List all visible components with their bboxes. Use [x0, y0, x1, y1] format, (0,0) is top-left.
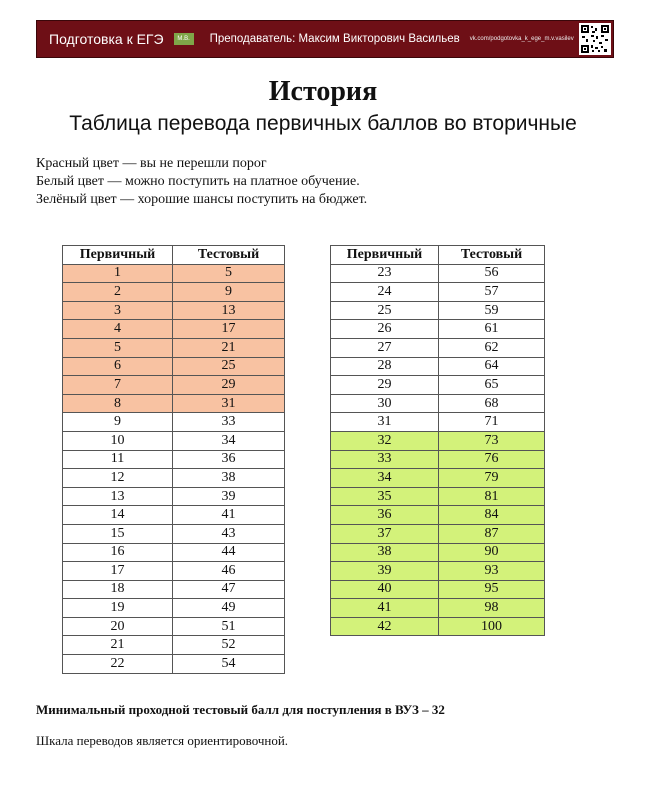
- header-primary: Первичный: [63, 246, 173, 265]
- table-row: [63, 543, 285, 562]
- header-banner: [36, 20, 614, 58]
- table-row: [331, 599, 545, 618]
- table-row: [331, 487, 545, 506]
- test-score-cell: 95: [439, 580, 545, 599]
- table-row: [63, 413, 285, 432]
- test-score-cell: 61: [439, 320, 545, 339]
- test-score-cell: 93: [439, 562, 545, 581]
- primary-score-cell: 21: [63, 636, 173, 655]
- table-row: [63, 599, 285, 618]
- primary-score-cell: 40: [331, 580, 439, 599]
- primary-score-cell: 17: [63, 562, 173, 581]
- test-score-cell: 46: [173, 562, 285, 581]
- legend-green: Зелёный цвет — хорошие шансы поступить на бюджет.: [36, 192, 368, 207]
- table-left-body: [63, 264, 285, 673]
- header-primary: Первичный: [331, 246, 439, 265]
- test-score-cell: 56: [439, 264, 545, 283]
- test-score-cell: 21: [173, 338, 285, 357]
- color-legend: [36, 155, 367, 209]
- table-right-body: [331, 264, 545, 636]
- primary-score-cell: 11: [63, 450, 173, 469]
- test-score-cell: 38: [173, 469, 285, 488]
- test-score-cell: 43: [173, 524, 285, 543]
- test-score-cell: 64: [439, 357, 545, 376]
- test-score-cell: 68: [439, 394, 545, 413]
- primary-score-cell: 31: [331, 413, 439, 432]
- table-row: [63, 655, 285, 674]
- table-row: [331, 617, 545, 636]
- table-row: [63, 487, 285, 506]
- test-score-cell: 29: [173, 376, 285, 395]
- table-row: [63, 301, 285, 320]
- primary-score-cell: 19: [63, 599, 173, 618]
- legend-white: Белый цвет — можно поступить на платное обучение.: [36, 174, 360, 189]
- primary-score-cell: 33: [331, 450, 439, 469]
- test-score-cell: 51: [173, 617, 285, 636]
- table-row: [331, 450, 545, 469]
- test-score-cell: 54: [173, 655, 285, 674]
- test-score-cell: 98: [439, 599, 545, 618]
- table-row: [331, 543, 545, 562]
- table-row: [63, 431, 285, 450]
- table-row: [63, 580, 285, 599]
- primary-score-cell: 8: [63, 394, 173, 413]
- test-score-cell: 76: [439, 450, 545, 469]
- primary-score-cell: 27: [331, 338, 439, 357]
- primary-score-cell: 34: [331, 469, 439, 488]
- test-score-cell: 81: [439, 487, 545, 506]
- primary-score-cell: 5: [63, 338, 173, 357]
- table-row: [63, 283, 285, 302]
- test-score-cell: 84: [439, 506, 545, 525]
- course-title: Подготовка к ЕГЭ: [49, 31, 164, 47]
- test-score-cell: 87: [439, 524, 545, 543]
- min-score-note: Минимальный проходной тестовый балл для поступления в ВУЗ – 32: [36, 702, 445, 717]
- primary-score-cell: 24: [331, 283, 439, 302]
- table-row: [63, 357, 285, 376]
- table-row: [331, 562, 545, 581]
- teacher-logo: М.В.: [174, 33, 194, 45]
- primary-score-cell: 30: [331, 394, 439, 413]
- primary-score-cell: 28: [331, 357, 439, 376]
- table-row: [331, 301, 545, 320]
- test-score-cell: 57: [439, 283, 545, 302]
- primary-score-cell: 32: [331, 431, 439, 450]
- primary-score-cell: 35: [331, 487, 439, 506]
- table-row: [63, 636, 285, 655]
- header-test: Тестовый: [439, 246, 545, 265]
- test-score-cell: 71: [439, 413, 545, 432]
- header-test: Тестовый: [173, 246, 285, 265]
- primary-score-cell: 3: [63, 301, 173, 320]
- test-score-cell: 41: [173, 506, 285, 525]
- vk-link[interactable]: vk.com/podgotovka_k_ege_m.v.vasilev: [469, 36, 574, 42]
- test-score-cell: 79: [439, 469, 545, 488]
- primary-score-cell: 36: [331, 506, 439, 525]
- table-row: [331, 506, 545, 525]
- table-row: [63, 469, 285, 488]
- table-row: [331, 376, 545, 395]
- table-row: [331, 469, 545, 488]
- qr-code-icon: [579, 23, 611, 55]
- table-row: [331, 413, 545, 432]
- primary-score-cell: 7: [63, 376, 173, 395]
- table-row: [331, 283, 545, 302]
- table-row: [63, 338, 285, 357]
- primary-score-cell: 20: [63, 617, 173, 636]
- primary-score-cell: 22: [63, 655, 173, 674]
- table-row: [63, 562, 285, 581]
- table-row: [331, 394, 545, 413]
- table-row: [331, 338, 545, 357]
- table-row: [331, 264, 545, 283]
- primary-score-cell: 37: [331, 524, 439, 543]
- primary-score-cell: 9: [63, 413, 173, 432]
- primary-score-cell: 29: [331, 376, 439, 395]
- test-score-cell: 62: [439, 338, 545, 357]
- test-score-cell: 5: [173, 264, 285, 283]
- test-score-cell: 33: [173, 413, 285, 432]
- test-score-cell: 36: [173, 450, 285, 469]
- test-score-cell: 100: [439, 617, 545, 636]
- primary-score-cell: 14: [63, 506, 173, 525]
- test-score-cell: 65: [439, 376, 545, 395]
- primary-score-cell: 2: [63, 283, 173, 302]
- primary-score-cell: 13: [63, 487, 173, 506]
- table-row: [331, 580, 545, 599]
- table-row: [63, 450, 285, 469]
- table-row: [63, 617, 285, 636]
- primary-score-cell: 16: [63, 543, 173, 562]
- primary-score-cell: 15: [63, 524, 173, 543]
- test-score-cell: 17: [173, 320, 285, 339]
- test-score-cell: 90: [439, 543, 545, 562]
- page-title: История: [268, 76, 378, 107]
- disclaimer-note: Шкала переводов является ориентировочной.: [36, 733, 289, 748]
- test-score-cell: 25: [173, 357, 285, 376]
- table-row: [63, 524, 285, 543]
- primary-score-cell: 1: [63, 264, 173, 283]
- test-score-cell: 59: [439, 301, 545, 320]
- table-row: [331, 357, 545, 376]
- test-score-cell: 73: [439, 431, 545, 450]
- test-score-cell: 9: [173, 283, 285, 302]
- legend-red: Красный цвет — вы не перешли порог: [36, 156, 267, 171]
- primary-score-cell: 12: [63, 469, 173, 488]
- test-score-cell: 31: [173, 394, 285, 413]
- test-score-cell: 34: [173, 431, 285, 450]
- test-score-cell: 47: [173, 580, 285, 599]
- table-row: [63, 506, 285, 525]
- test-score-cell: 39: [173, 487, 285, 506]
- conversion-table-right: [330, 245, 545, 636]
- primary-score-cell: 10: [63, 431, 173, 450]
- primary-score-cell: 4: [63, 320, 173, 339]
- test-score-cell: 13: [173, 301, 285, 320]
- primary-score-cell: 23: [331, 264, 439, 283]
- primary-score-cell: 18: [63, 580, 173, 599]
- table-row: [63, 376, 285, 395]
- table-row: [63, 394, 285, 413]
- primary-score-cell: 38: [331, 543, 439, 562]
- primary-score-cell: 25: [331, 301, 439, 320]
- page-subtitle: Таблица перевода первичных баллов во вторичные: [69, 112, 577, 135]
- primary-score-cell: 42: [331, 617, 439, 636]
- table-row: [331, 431, 545, 450]
- teacher-name: Преподаватель: Максим Викторович Васильев: [209, 33, 460, 45]
- conversion-table-left: [62, 245, 285, 674]
- test-score-cell: 49: [173, 599, 285, 618]
- table-row: [63, 320, 285, 339]
- table-row: [331, 524, 545, 543]
- primary-score-cell: 39: [331, 562, 439, 581]
- table-row: [331, 320, 545, 339]
- test-score-cell: 44: [173, 543, 285, 562]
- primary-score-cell: 41: [331, 599, 439, 618]
- primary-score-cell: 26: [331, 320, 439, 339]
- primary-score-cell: 6: [63, 357, 173, 376]
- table-row: [63, 264, 285, 283]
- test-score-cell: 52: [173, 636, 285, 655]
